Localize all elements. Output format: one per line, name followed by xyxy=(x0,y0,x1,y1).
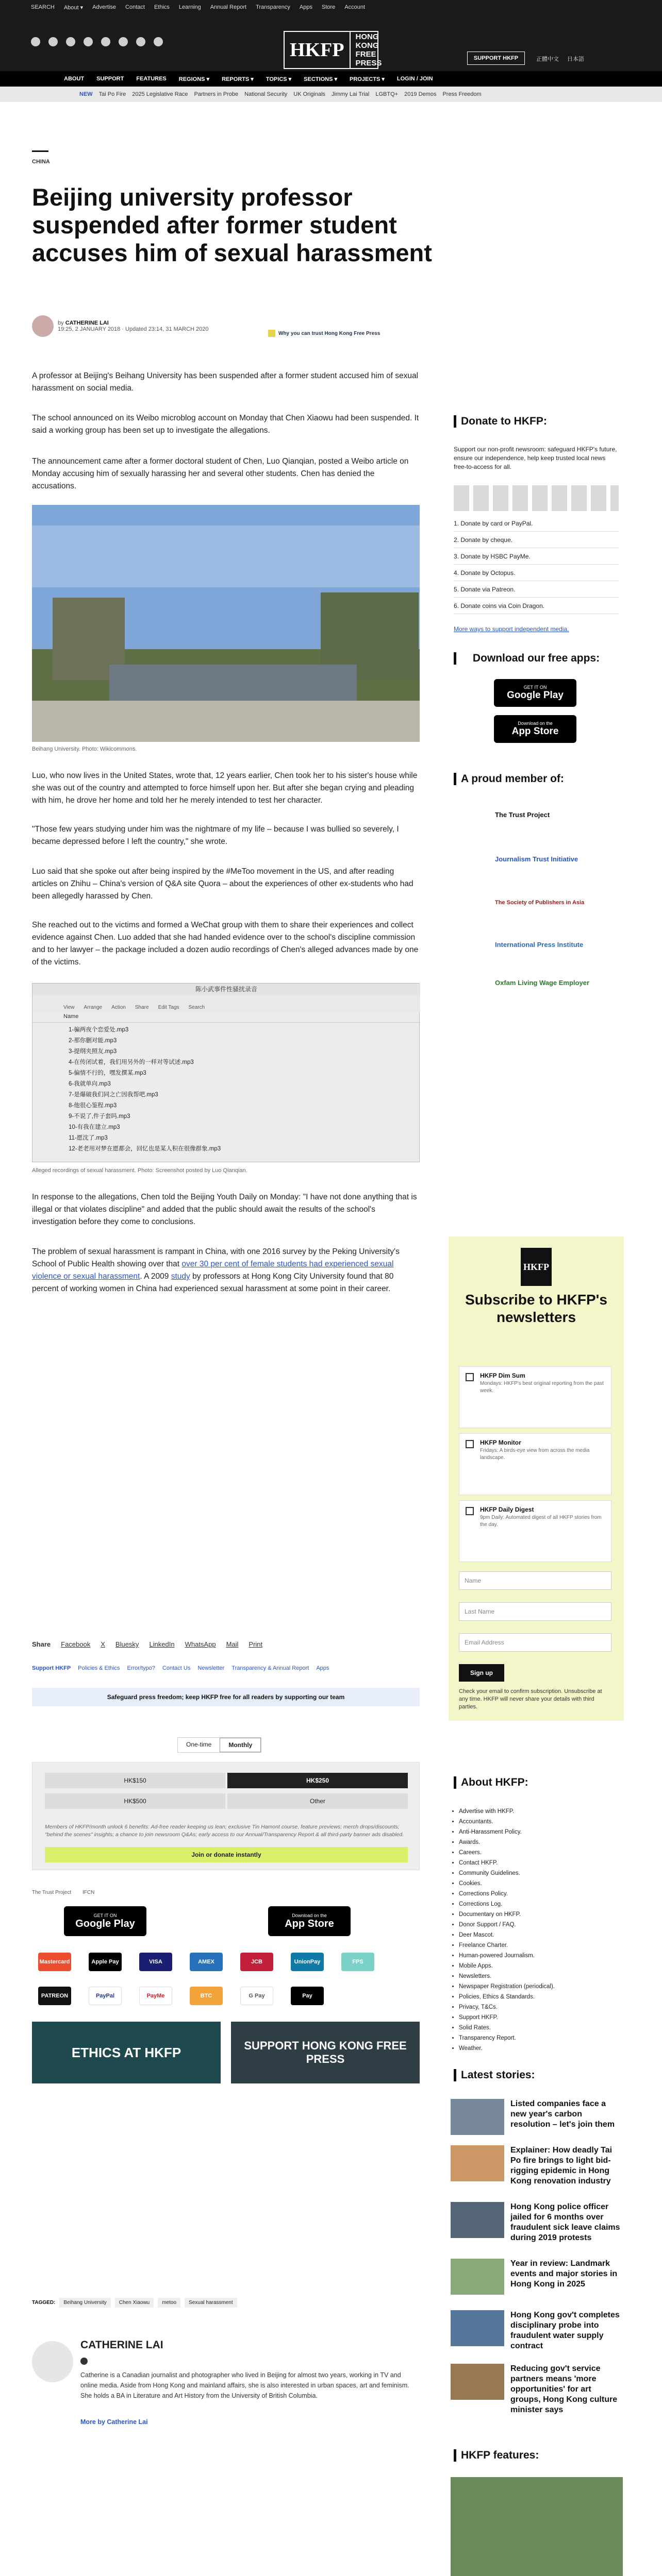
article-title: Beijing university professor suspended after former student accuses him of sexual harassment xyxy=(32,183,432,266)
nl-name: HKFP Monitor xyxy=(480,1439,521,1446)
about-item[interactable]: • Newsletters. xyxy=(459,1971,624,1981)
author-avatar[interactable] xyxy=(32,315,54,337)
story-thumbnail xyxy=(451,2099,504,2135)
about-item[interactable]: • Documentary on HKFP. xyxy=(459,1909,624,1920)
member-logo[interactable]: The Trust Project xyxy=(495,811,550,819)
story-title[interactable]: Listed companies face a new year's carbon resolution – let's join them xyxy=(510,2099,615,2129)
support-link[interactable]: Apps xyxy=(316,1665,329,1671)
finder-tool: Edit Tags xyxy=(158,1005,179,1010)
tag[interactable]: Chen Xiaowu xyxy=(115,2298,154,2308)
tag[interactable]: Sexual harassment xyxy=(185,2298,237,2308)
photo-caption: Beihang University. Photo: Wikicommons. xyxy=(32,746,137,752)
paragraph: Luo, who now lives in the United States, wrote that, 12 years earlier, Chen took her to his sister's house while she was out of the country and attempted to force himself upon her. But after she began crying and pleading with him, he drove her home and told her he merely intended to test her character. xyxy=(32,771,418,805)
payme-logo: PayMe xyxy=(139,1987,172,2005)
paragraph: "Those few years studying under him was the nightmare of my life – because I was bullied so severely, I became depressed before I left the country," she wrote. xyxy=(32,825,399,846)
finder-file: 2-那你删对能.mp3 xyxy=(69,1038,117,1044)
fps-logo: FPS xyxy=(341,1953,374,1971)
ethics-banner[interactable]: ETHICS AT HKFP xyxy=(32,2022,221,2083)
article-dates: 19:25, 2 JANUARY 2018 · Updated 23:14, 31 MARCH 2020 xyxy=(58,326,209,332)
checkbox-icon[interactable] xyxy=(466,1507,474,1515)
tags-label: TAGGED: xyxy=(32,2300,56,2306)
story-thumbnail xyxy=(451,2364,504,2400)
trending-bar xyxy=(0,87,662,102)
about-item[interactable]: • Privacy, T&Cs. xyxy=(459,2002,624,2012)
topbar-item[interactable]: Transparency xyxy=(256,4,290,10)
beihang-photo-image xyxy=(32,505,420,742)
trending-item[interactable]: UK Originals xyxy=(293,91,326,97)
trust-icon xyxy=(268,330,275,337)
nav-item[interactable]: REPORTS ▾ xyxy=(222,76,254,82)
rss-icon[interactable] xyxy=(154,37,163,46)
author-bio: Catherine is a Canadian journalist and photographer who lived in Beijing for almost two years, working in TV and online media. Aside from Hong Kong and mainland affairs, she is also interested in urban spaces, art and feminism. She holds a BA in Literature and Art History from the University of British Columbia. xyxy=(80,2371,409,2399)
paragraph-with-links xyxy=(32,1246,420,1295)
nl-desc: Fridays: A birds-eye view from across the media landscape. xyxy=(480,1448,590,1461)
finder-file: 8-他很心鉴程.mp3 xyxy=(69,1103,117,1109)
frequency-toggle xyxy=(177,1737,261,1753)
story-title[interactable]: Hong Kong police officer jailed for 6 months over fraudulent sick leave claims during 2019 protests xyxy=(510,2202,620,2242)
donate-method[interactable]: 3. Donate by HSBC PayMe. xyxy=(454,548,619,565)
author-photo[interactable] xyxy=(32,2341,73,2382)
paypal-logo: PayPal xyxy=(89,1987,122,2005)
logo-short: HKFP xyxy=(285,32,351,68)
text: . A 2009 xyxy=(140,1272,171,1281)
story-title[interactable]: Explainer: How deadly Tai Po fire brings to light bid-rigging epidemic in Hong Kong renovation industry xyxy=(510,2146,613,2185)
story-title[interactable]: Reducing gov't service partners means 'more opportunities' for art groups, Hong Kong culture minister says xyxy=(510,2364,618,2414)
story-thumbnail xyxy=(451,2310,504,2346)
newsletter-option[interactable] xyxy=(459,1366,611,1428)
trust-project-logo: The Trust Project xyxy=(32,1890,72,1895)
about-item[interactable]: • Advertise with HKFP. xyxy=(459,1806,624,1817)
about-item[interactable]: • Contact HKFP. xyxy=(459,1858,624,1868)
about-heading: About HKFP: xyxy=(454,1776,619,1789)
why-trust-label: Why you can trust Hong Kong Free Press xyxy=(278,330,380,336)
about-item[interactable]: • Human-powered Journalism. xyxy=(459,1951,624,1961)
about-list xyxy=(459,1806,624,2054)
finder-tool: Search xyxy=(188,1005,205,1010)
finder-file: 7-是爆破我们同之亡因我帮吧.mp3 xyxy=(69,1092,158,1098)
features-heading: HKFP features: xyxy=(454,2449,619,2462)
top-utility-bar xyxy=(0,0,662,14)
freq-one-time[interactable]: One-time xyxy=(186,1741,212,1748)
finder-file: 3-提纲夹照友.mp3 xyxy=(69,1048,117,1055)
ifcn-logo: IFCN xyxy=(82,1890,95,1895)
support-link[interactable]: Error/typo? xyxy=(127,1665,155,1671)
app-store-badge[interactable] xyxy=(268,1906,351,1936)
site-logo[interactable] xyxy=(284,31,382,69)
newsletter-option[interactable] xyxy=(459,1500,611,1562)
share-whatsapp[interactable]: WhatsApp xyxy=(185,1640,216,1648)
last-name-field[interactable]: Last Name xyxy=(459,1602,611,1621)
article-category[interactable]: CHINA xyxy=(32,159,50,165)
text: The problem of sexual harassment is rampant in China, with one 2016 survey by the Peking University's School of Public Health showing over that xyxy=(32,1247,400,1268)
about-item[interactable]: • Transparency Report. xyxy=(459,2033,624,2043)
trending-item[interactable]: Tai Po Fire xyxy=(98,91,126,97)
tag[interactable]: metoo xyxy=(158,2298,180,2308)
donate-method[interactable]: 5. Donate via Patreon. xyxy=(454,581,619,598)
donate-methods xyxy=(454,515,619,614)
finder-file: 9-不说了,件子套吗.mp3 xyxy=(69,1113,130,1120)
app-store-badge[interactable] xyxy=(494,715,576,743)
applepay-logo: Apple Pay xyxy=(89,1953,122,1971)
feature-story[interactable] xyxy=(451,2477,623,2576)
finder-toolbar xyxy=(32,995,420,1012)
youtube-icon[interactable] xyxy=(101,37,110,46)
about-item[interactable]: • Support HKFP. xyxy=(459,2012,624,2023)
latest-heading: Latest stories: xyxy=(454,2069,619,2081)
topbar-item[interactable]: Annual Report xyxy=(210,4,247,10)
instagram-icon[interactable] xyxy=(66,37,75,46)
member-logo[interactable]: International Press Institute xyxy=(495,941,584,948)
trending-item[interactable]: National Security xyxy=(244,91,288,97)
nl-name: HKFP Daily Digest xyxy=(480,1506,534,1513)
support-link[interactable]: Contact Us xyxy=(162,1665,191,1671)
support-link[interactable]: Newsletter xyxy=(197,1665,225,1671)
about-item[interactable]: • Newspaper Registration (periodical). xyxy=(459,1981,624,1992)
finder-tool: Action xyxy=(111,1005,126,1010)
tag[interactable]: Beihang University xyxy=(59,2298,110,2308)
byline-prefix: by xyxy=(58,320,64,326)
email-field[interactable]: Email Address xyxy=(459,1633,611,1652)
google-play-badge[interactable] xyxy=(64,1906,146,1936)
about-item[interactable]: • Awards. xyxy=(459,1837,624,1848)
finder-column: Name xyxy=(32,1013,420,1023)
survey-link[interactable]: over 30 per cent of female students had experienced sexual violence or sexual harassment xyxy=(32,1260,394,1281)
safeguard-banner[interactable]: Safeguard press freedom; keep HKFP free for all readers by supporting our team xyxy=(32,1688,420,1706)
gp-label: Google Play xyxy=(75,1918,135,1929)
as-label: App Store xyxy=(285,1918,334,1929)
nav-item[interactable]: ABOUT xyxy=(64,76,85,82)
member-heading: A proud member of: xyxy=(454,773,619,785)
trending-item[interactable]: 2025 Legislative Race xyxy=(132,91,188,97)
about-item[interactable]: • Donor Support / FAQ. xyxy=(459,1920,624,1930)
about-item[interactable]: • Anti-Harassment Policy. xyxy=(459,1827,624,1837)
about-item[interactable]: • Careers. xyxy=(459,1848,624,1858)
topbar-item[interactable]: Account xyxy=(344,4,366,10)
gp-small: GET IT ON xyxy=(93,1912,117,1918)
patreon-logo: PATREON xyxy=(38,1987,71,2005)
finder-file: 11-愿沈了.mp3 xyxy=(69,1135,108,1141)
freq-monthly[interactable]: Monthly xyxy=(220,1738,261,1752)
amount-option-selected[interactable]: HK$250 xyxy=(227,1773,408,1788)
support-link[interactable]: Policies & Ethics xyxy=(78,1665,120,1671)
support-banner[interactable]: SUPPORT HONG KONG FREE PRESS xyxy=(231,2022,420,2083)
donate-method[interactable]: 1. Donate by card or PayPal. xyxy=(454,515,619,532)
donate-method[interactable]: 4. Donate by Octopus. xyxy=(454,565,619,581)
newsletter-heading: Subscribe to HKFP's newsletters xyxy=(465,1292,607,1325)
support-link[interactable]: Support HKFP xyxy=(32,1665,71,1671)
as-label: App Store xyxy=(511,726,559,737)
newsletter-option[interactable] xyxy=(459,1433,611,1495)
recordings-screenshot xyxy=(32,983,420,1162)
support-hkfp-button[interactable]: SUPPORT HKFP xyxy=(467,52,525,65)
about-item[interactable]: • Corrections Policy. xyxy=(459,1889,624,1899)
tags xyxy=(32,2298,237,2308)
byline xyxy=(32,315,209,337)
trending-item[interactable]: LGBTQ+ xyxy=(375,91,399,97)
finder-file: 10-有我在建立.mp3 xyxy=(69,1124,120,1130)
finder-title: 陈小武事件性骚扰录音 xyxy=(32,984,420,995)
bitcoin-logo: BTC xyxy=(190,1987,223,2005)
topbar-item[interactable]: Contact xyxy=(125,4,145,10)
jcb-logo: JCB xyxy=(240,1953,273,1971)
study-link[interactable]: study xyxy=(171,1272,190,1281)
gp-label: Google Play xyxy=(507,690,564,701)
support-links xyxy=(32,1665,329,1671)
trending-item[interactable]: Press Freedom xyxy=(442,91,482,97)
topbar-item[interactable]: Apps xyxy=(299,4,312,10)
donate-heading: Donate to HKFP: xyxy=(454,415,619,428)
about-item[interactable]: • Cookies. xyxy=(459,1878,624,1889)
member-logo[interactable]: The Society of Publishers in Asia xyxy=(495,900,585,906)
nl-desc: Mondays: HKFP's best original reporting from the past week. xyxy=(480,1381,604,1394)
nav-item[interactable]: SECTIONS ▾ xyxy=(304,76,337,82)
story-thumbnail xyxy=(451,2145,504,2181)
finder-file: 6-我就单向.mp3 xyxy=(69,1081,111,1087)
bluesky-icon[interactable] xyxy=(136,37,145,46)
finder-tool: Arrange xyxy=(84,1005,103,1010)
main-nav xyxy=(0,71,662,87)
author-name[interactable]: CATHERINE LAI xyxy=(65,320,109,326)
checkbox-icon[interactable] xyxy=(466,1373,474,1381)
topbar-item[interactable]: Ethics xyxy=(154,4,170,10)
story-thumbnail xyxy=(451,2202,504,2238)
googlepay-logo: G Pay xyxy=(240,1987,273,2005)
kicker-rule xyxy=(32,150,48,152)
topbar-item[interactable]: About ▾ xyxy=(63,5,84,11)
share-x[interactable]: X xyxy=(101,1640,105,1648)
more-by-author-link[interactable]: More by Catherine Lai xyxy=(80,2418,148,2426)
nav-item[interactable]: REGIONS ▾ xyxy=(178,76,210,82)
donation-amounts xyxy=(32,1762,420,1870)
new-label: NEW xyxy=(79,91,93,97)
topbar-item[interactable]: Advertise xyxy=(92,4,117,10)
google-play-badge[interactable] xyxy=(494,679,576,707)
about-item[interactable]: • Weather. xyxy=(459,2043,624,2054)
photo-beihang xyxy=(32,505,420,742)
donate-method[interactable]: 6. Donate coins via Coin Dragon. xyxy=(454,598,619,614)
share-print[interactable]: Print xyxy=(249,1640,263,1648)
finder-tool: Share xyxy=(135,1005,149,1010)
finder-list xyxy=(69,1025,221,1155)
share-facebook[interactable]: Facebook xyxy=(61,1640,91,1648)
trending-item[interactable]: Partners in Probe xyxy=(194,91,239,97)
amount-option[interactable]: HK$150 xyxy=(45,1773,225,1788)
membership-note: Members of HKFP/month unlock 6 benefits: Ad-free reader keeping us lean; exclusive Tin Hamont course, feature previews; merch drops/discounts; "behind the scenes" insights; a chance to join newsroom Q&As; early access to our Annual/Transparency Report & all third-party banner ads disabled. xyxy=(45,1824,404,1838)
facebook-icon[interactable] xyxy=(31,37,40,46)
about-item[interactable]: • Deer Mascot. xyxy=(459,1930,624,1940)
feature-image xyxy=(451,2477,623,2576)
about-item[interactable]: • Community Guidelines. xyxy=(459,1868,624,1878)
member-logo[interactable]: Journalism Trust Initiative xyxy=(495,855,578,863)
facebook-icon[interactable] xyxy=(80,2358,88,2365)
mastercard-logo: Mastercard xyxy=(38,1953,71,1971)
about-item[interactable]: • Accountants. xyxy=(459,1817,624,1827)
nav-item[interactable]: SUPPORT xyxy=(96,76,124,82)
threads-icon[interactable] xyxy=(84,37,93,46)
why-trust-link[interactable] xyxy=(268,330,380,337)
amount-option-other[interactable]: Other xyxy=(227,1793,408,1809)
nav-item[interactable]: TOPICS ▾ xyxy=(266,76,292,82)
nav-item[interactable]: PROJECTS ▾ xyxy=(349,76,385,82)
finder-file: 5-偏情不行的，嘿发撰某.mp3 xyxy=(69,1070,146,1076)
topbar-item[interactable]: Learning xyxy=(178,4,201,10)
about-item[interactable]: • Freelance Charter. xyxy=(459,1940,624,1951)
finder-file: 1-骗两夜个恋爱处.mp3 xyxy=(69,1027,129,1033)
gp-small: GET IT ON xyxy=(523,685,547,690)
finder-tool: View xyxy=(63,1005,75,1010)
photo-caption: Alleged recordings of sexual harassment. Photo: Screenshot posted by Luo Qianqian. xyxy=(32,1167,247,1174)
nav-item[interactable]: LOGIN / JOIN xyxy=(396,76,433,82)
donate-payment-logos xyxy=(454,485,619,511)
newsletter-footer: Check your email to confirm subscription. Unsubscribe at any time. HKFP will never share your details with third parties. xyxy=(459,1688,602,1710)
donate-note: Support our non-profit newsroom: safeguard HKFP's future, ensure our independence, help keep trusted local news free-to-access for all. xyxy=(454,446,617,470)
amount-option[interactable]: HK$500 xyxy=(45,1793,225,1809)
apps-heading: Download our free apps: xyxy=(454,652,619,665)
nl-name: HKFP Dim Sum xyxy=(480,1372,525,1379)
topbar-item[interactable]: Store xyxy=(322,4,336,10)
nl-desc: 9pm Daily: Automated digest of all HKFP stories from the day. xyxy=(480,1515,602,1528)
finder-file: 12-老老用对梦在愿都会，回忆也是某人积在很像群象.mp3 xyxy=(69,1146,221,1152)
applepay-logo-2: Pay xyxy=(291,1987,324,2005)
nav-item[interactable]: FEATURES xyxy=(136,76,167,82)
as-small: Download on the xyxy=(518,721,553,726)
author-box-name[interactable]: CATHERINE LAI xyxy=(80,2339,163,2351)
paragraph: A professor at Beijing's Beihang University has been suspended after a former student accused him of sexual harassment on social media. xyxy=(32,371,419,393)
trending-item[interactable]: Jimmy Lai Trial xyxy=(332,91,370,97)
join-donate-button[interactable]: Join or donate instantly xyxy=(45,1847,408,1862)
x-icon[interactable] xyxy=(48,37,58,46)
story-title[interactable]: Year in review: Landmark events and major stories in Hong Kong in 2025 xyxy=(510,2259,618,2289)
share-bluesky[interactable]: Bluesky xyxy=(115,1640,139,1648)
about-item[interactable]: • Corrections Log. xyxy=(459,1899,624,1909)
share-label: Share xyxy=(32,1640,51,1648)
logo-name: HONG KONG FREE PRESS xyxy=(355,32,382,67)
text: by professors at Hong Kong City University found that 80 percent of working women in China had experienced sexual harassment at some point in their career. xyxy=(32,1272,394,1293)
header-band xyxy=(0,14,662,71)
story-thumbnail xyxy=(451,2259,504,2295)
donate-method[interactable]: 2. Donate by cheque. xyxy=(454,532,619,548)
paragraph: The announcement came after a former doctoral student of Chen, Luo Qianqian, posted a Weibo article on Monday accusing him of sexually harassing her and several other students. Chen has denied the accusations. xyxy=(32,457,409,490)
topbar-item[interactable]: SEARCH xyxy=(31,4,55,10)
about-item[interactable]: • Mobile Apps. xyxy=(459,1961,624,1971)
hkfp-logo: HKFP xyxy=(521,1248,552,1286)
share-bar xyxy=(32,1640,262,1648)
lang-ja-link[interactable]: 日本語 xyxy=(567,56,584,62)
lang-zh-link[interactable]: 正體中文 xyxy=(536,56,559,62)
more-ways-link[interactable]: More ways to support independent media. xyxy=(454,625,569,633)
paragraph: The school announced on its Weibo microblog account on Monday that Chen Xiaowu had been suspended. It said a working group has been set up to investigate the allegations. xyxy=(32,414,419,435)
about-item[interactable]: • Policies, Ethics & Standards. xyxy=(459,1992,624,2002)
share-mail[interactable]: Mail xyxy=(226,1640,239,1648)
checkbox-icon[interactable] xyxy=(466,1440,474,1448)
paragraph: Luo said that she spoke out after being inspired by the #MeToo movement in the US, and after reading articles on Zhihu – China's version of Q&A site Quora – about the experiences of other ex-students who had been allegedly harassed by Chen. xyxy=(32,867,413,901)
story-title[interactable]: Hong Kong gov't completes disciplinary probe into fraudulent water supply contract xyxy=(510,2311,620,2350)
share-linkedin[interactable]: LinkedIn xyxy=(149,1640,175,1648)
support-link[interactable]: Transparency & Annual Report xyxy=(231,1665,309,1671)
finder-file: 4-在传闭试着，我们用另外的一样对等试述.mp3 xyxy=(69,1059,194,1065)
trending-item[interactable]: 2019 Demos xyxy=(404,91,437,97)
newsletter-box xyxy=(449,1236,624,1721)
paragraph: In response to the allegations, Chen told the Beijing Youth Daily on Monday: "I have not done anything that is illegal or that violates discipline" and added that the public should await the results of the school's investigation before they come to conclusions. xyxy=(32,1193,417,1226)
signup-button[interactable]: Sign up xyxy=(459,1664,504,1682)
paragraph: She reached out to the victims and formed a WeChat group with them to share their experiences and collect evidence against Chen. Luo added that she had handed evidence over to the school's discipline commission and to her lawyer – the package included a dozen audio recordings of Chen's alleged advances made by one of the victims. xyxy=(32,921,419,967)
as-small: Download on the xyxy=(292,1912,327,1918)
first-name-field[interactable]: Name xyxy=(459,1571,611,1590)
about-item[interactable]: • Solid Rates. xyxy=(459,2023,624,2033)
amex-logo: AMEX xyxy=(190,1953,223,1971)
linkedin-icon[interactable] xyxy=(119,37,128,46)
visa-logo: VISA xyxy=(139,1953,172,1971)
unionpay-logo: UnionPay xyxy=(291,1953,324,1971)
member-logo[interactable]: Oxfam Living Wage Employer xyxy=(495,979,590,987)
